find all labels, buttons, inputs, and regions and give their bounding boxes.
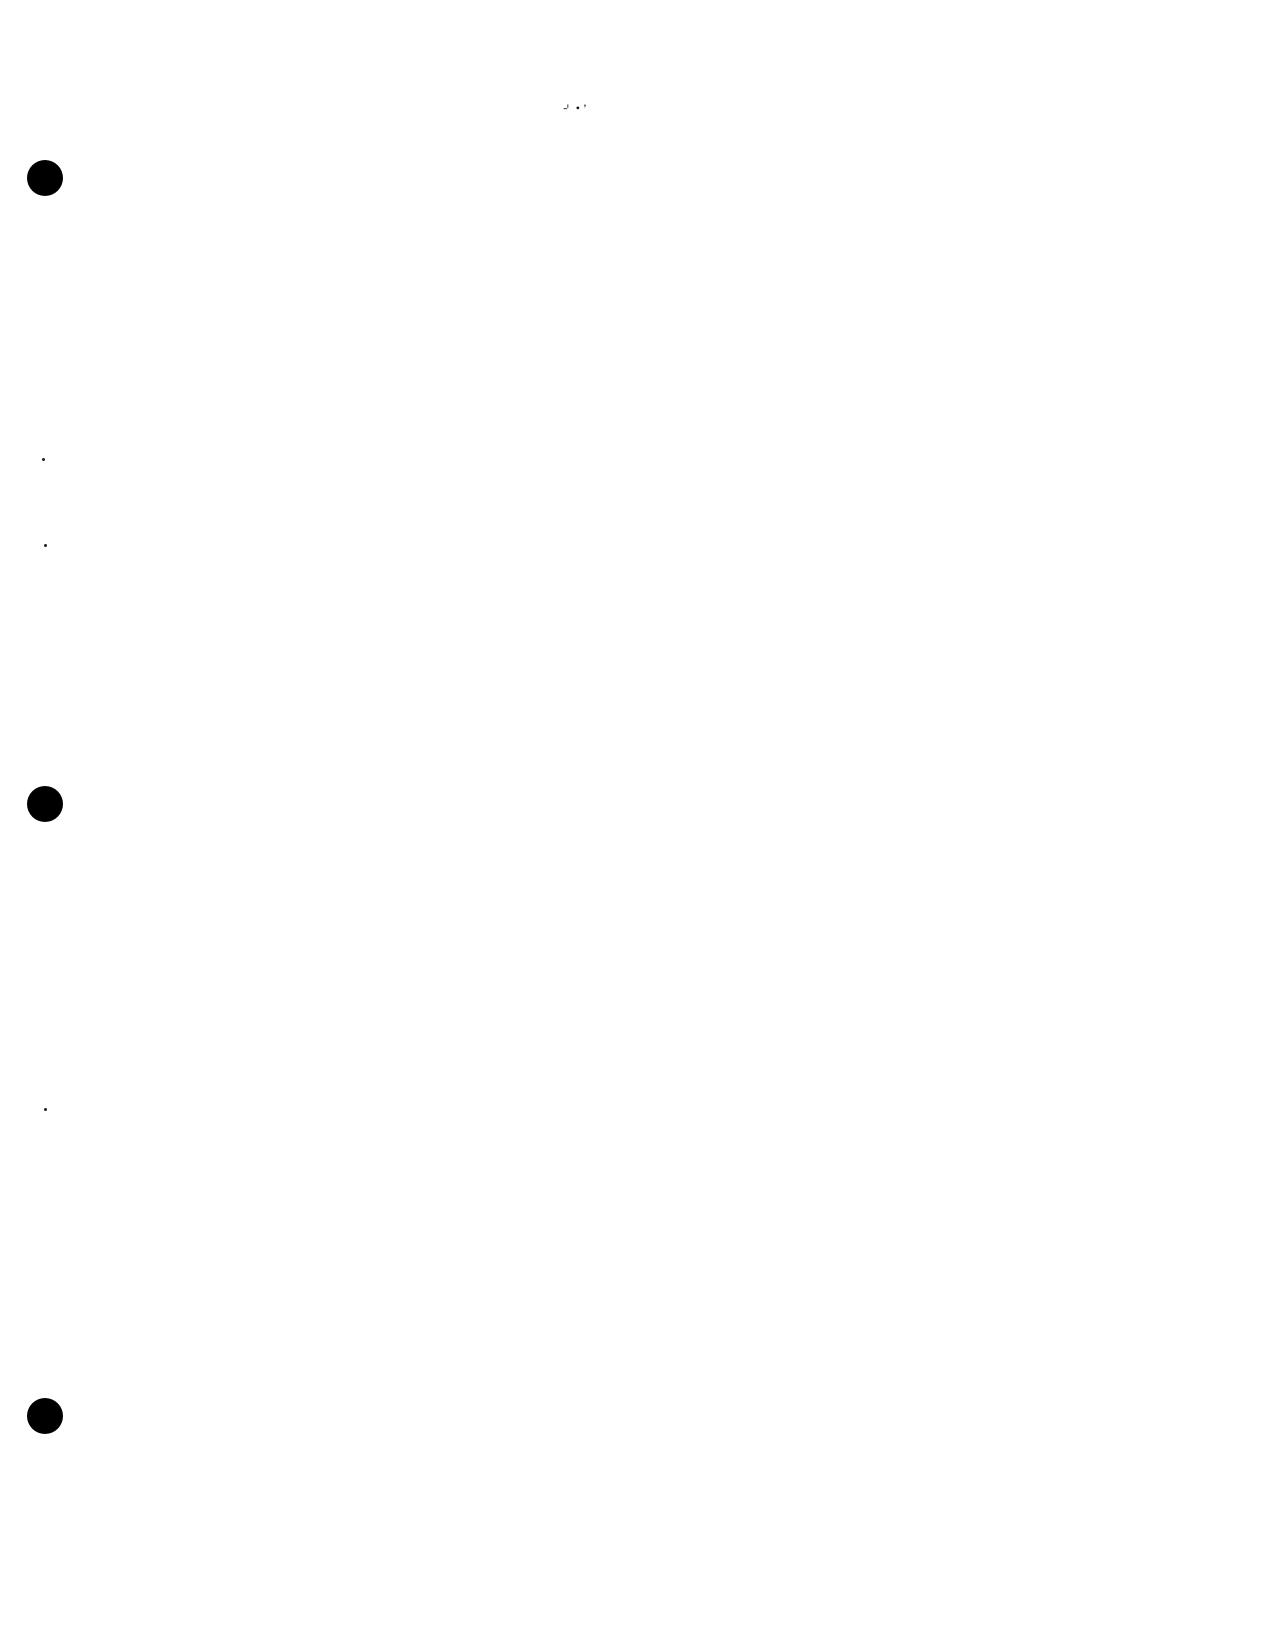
header-marks: ⌏ • ’ [563,101,587,115]
margin-speck [44,1108,47,1111]
binder-hole-top [27,160,63,196]
vendor-table [709,428,1209,668]
binder-hole-bottom [27,1398,63,1434]
margin-speck [44,544,47,547]
margin-speck [42,458,45,461]
binder-hole-middle [27,786,63,822]
